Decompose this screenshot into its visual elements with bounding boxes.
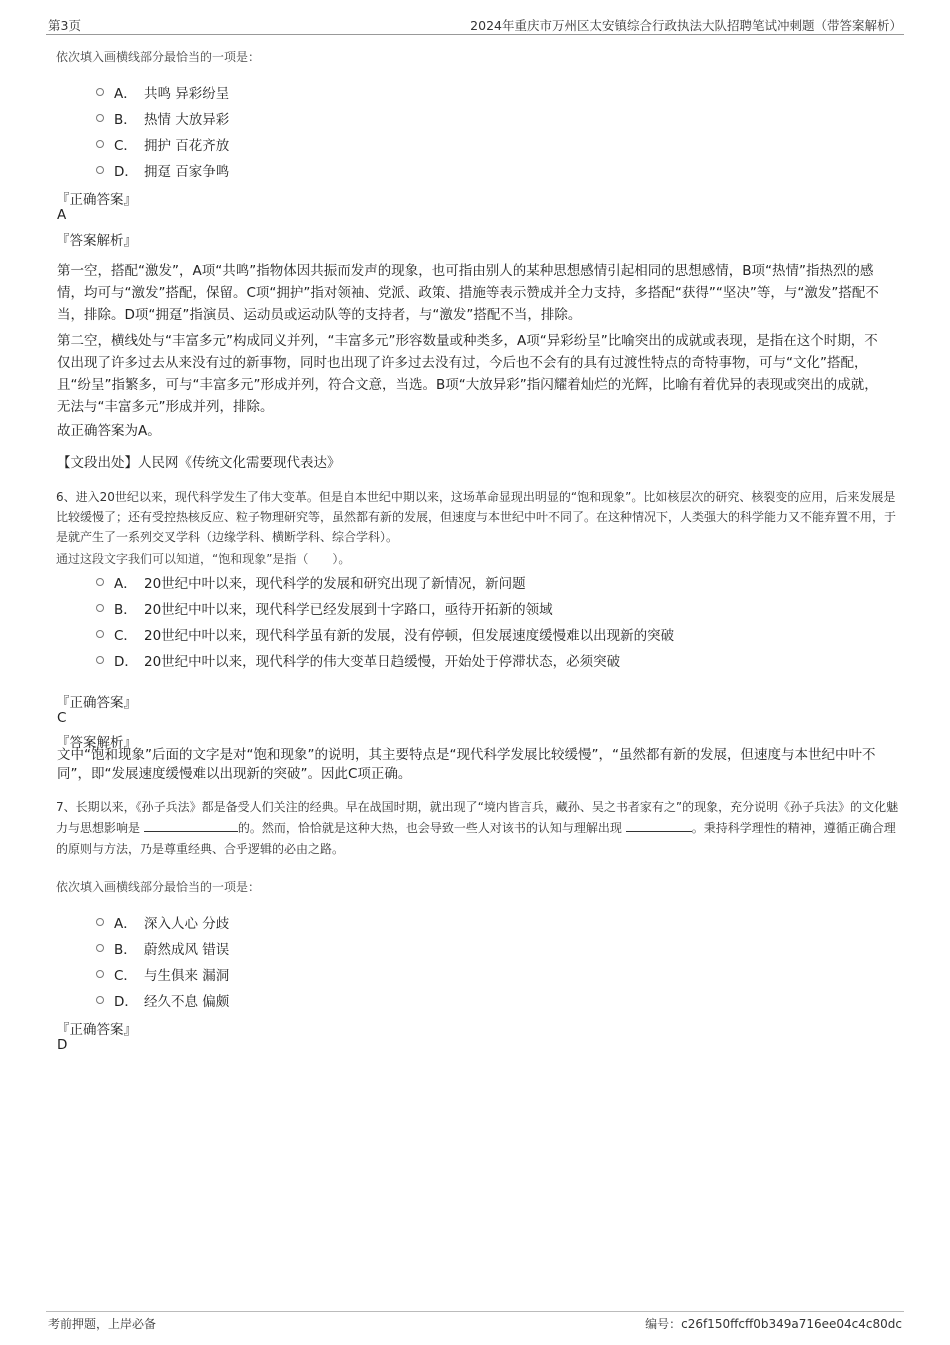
radio-icon[interactable] xyxy=(96,88,104,96)
radio-icon[interactable] xyxy=(96,970,104,978)
q5-option-a[interactable]: A． 共鸣 异彩纷呈 xyxy=(96,82,229,102)
q5-answer-label: 『正确答案』 xyxy=(56,192,137,208)
page-number: 第3页 xyxy=(48,18,81,33)
q7-stem: 7、长期以来，《孙子兵法》都是备受人们关注的经典。早在战国时期，就出现了“境内皆言兵，藏孙、吴之书者家有之”的现象，充分说明《孙子兵法》的文化魅力与思想影响是 的。然而，恰恰就是这种大热，也会导致一些人对该书的认知与理解出现 。秉持科学理性的精神，遵循正确合理的原则与方法，乃是尊重经典、合乎逻辑的必由之路。 xyxy=(56,800,899,856)
q5-source: 【文段出处】人民网《传统文化需要现代表达》 xyxy=(57,455,341,471)
radio-icon[interactable] xyxy=(96,604,104,612)
q7-option-c[interactable]: C． 与生俱来 漏洞 xyxy=(96,964,229,984)
radio-icon[interactable] xyxy=(96,166,104,174)
blank-line xyxy=(626,819,692,832)
q7-option-a[interactable]: A． 深入人心 分歧 xyxy=(96,912,229,932)
q6-option-b[interactable]: B． 20世纪中叶以来，现代科学已经发展到十字路口，亟待开拓新的领域 xyxy=(96,598,553,618)
q5-analysis-paragraph-1: 第一空，搭配“激发”，A项“共鸣”指物体因共振而发声的现象，也可指由别人的某种思想感情引起相同的思想感情，B项“热情”指热烈的感情，均可与“激发”搭配，保留。C项“拥护”指对领袖、党派、政策、措施等表示赞成并全力支持，多搭配“获得”“坚决”等，与“激发”搭配不当，排除。D项“拥趸”指演员、运动员或运动队等的支持者，与“激发”搭配不当，排除。 xyxy=(57,263,879,323)
q6-answer: C xyxy=(57,710,67,726)
q5-option-b[interactable]: B． 热情 大放异彩 xyxy=(96,108,229,128)
q5-answer: A xyxy=(57,207,67,223)
radio-icon[interactable] xyxy=(96,944,104,952)
q6-question: 通过这段文字我们可以知道，“饱和现象”是指（ ）。 xyxy=(56,552,351,566)
radio-icon[interactable] xyxy=(96,918,104,926)
q5-prompt: 依次填入画横线部分最恰当的一项是： xyxy=(56,50,261,64)
page-footer xyxy=(46,1311,904,1336)
radio-icon[interactable] xyxy=(96,656,104,664)
q7-option-d[interactable]: D． 经久不息 偏颇 xyxy=(96,990,229,1010)
q5-analysis-paragraph-3: 故正确答案为A。 xyxy=(57,423,161,439)
q6-option-a[interactable]: A． 20世纪中叶以来，现代科学的发展和研究出现了新情况，新问题 xyxy=(96,572,526,592)
page-header xyxy=(46,14,904,35)
document-code: 编号：c26f150ffcff0b349a716ee04c4c80dc xyxy=(645,1317,902,1331)
q7-answer-label: 『正确答案』 xyxy=(56,1022,137,1038)
q7-answer: D xyxy=(57,1037,68,1053)
q6-analysis: 文中“饱和现象”后面的文字是对“饱和现象”的说明，其主要特点是“现代科学发展比较缓慢”，“虽然都有新的发展，但速度与本世纪中叶不同”，即“发展速度缓慢难以出现新的突破”。因此C项正确。 xyxy=(57,747,876,782)
q5-analysis-label: 『答案解析』 xyxy=(56,233,137,249)
q6-answer-label: 『正确答案』 xyxy=(56,695,137,711)
q7-option-b[interactable]: B． 蔚然成风 错误 xyxy=(96,938,229,958)
radio-icon[interactable] xyxy=(96,630,104,638)
blank-line xyxy=(144,819,238,832)
radio-icon[interactable] xyxy=(96,114,104,122)
document-title: 2024年重庆市万州区太安镇综合行政执法大队招聘笔试冲刺题（带答案解析） xyxy=(470,18,902,33)
q6-option-c[interactable]: C． 20世纪中叶以来，现代科学虽有新的发展，没有停顿，但发展速度缓慢难以出现新的突破 xyxy=(96,624,674,644)
q5-option-d[interactable]: D． 拥趸 百家争鸣 xyxy=(96,160,229,180)
q5-option-c[interactable]: C． 拥护 百花齐放 xyxy=(96,134,229,154)
radio-icon[interactable] xyxy=(96,578,104,586)
footer-slogan: 考前押题，上岸必备 xyxy=(48,1317,157,1331)
radio-icon[interactable] xyxy=(96,140,104,148)
radio-icon[interactable] xyxy=(96,996,104,1004)
q6-stem: 6、进入20世纪以来，现代科学发生了伟大变革。但是自本世纪中期以来，这场革命显现出明显的“饱和现象”。比如核层次的研究、核裂变的应用，后来发展是比较缓慢了；还有受控热核反应、粒子物理研究等，虽然都有新的发展，但速度与本世纪中叶不同了。在这种情况下，人类强大的科学能力又不能弃置不用，于是就产生了一系列交叉学科（边缘学科、横断学科、综合学科）。 xyxy=(56,490,897,544)
q5-analysis-paragraph-2: 第二空，横线处与“丰富多元”构成同义并列，“丰富多元”形容数量或种类多，A项“异彩纷呈”比喻突出的成就或表现，是指在这个时期，不仅出现了许多过去从来没有过的新事物，同时也出现了许多过去没有过，今后也不会有的具有过渡性特点的奇特事物，可与“文化”搭配，且“纷呈”指繁多，可与“丰富多元”形成并列，符合文意，当选。B项“大放异彩”指闪耀着灿烂的光辉，比喻有着优异的表现或突出的成就，无法与“丰富多元”形成并列，排除。 xyxy=(57,333,878,415)
q6-option-d[interactable]: D． 20世纪中叶以来，现代科学的伟大变革日趋缓慢，开始处于停滞状态，必须突破 xyxy=(96,650,620,670)
q6-analysis-label: 『答案解析』 xyxy=(56,735,137,751)
q7-prompt: 依次填入画横线部分最恰当的一项是： xyxy=(56,880,261,894)
